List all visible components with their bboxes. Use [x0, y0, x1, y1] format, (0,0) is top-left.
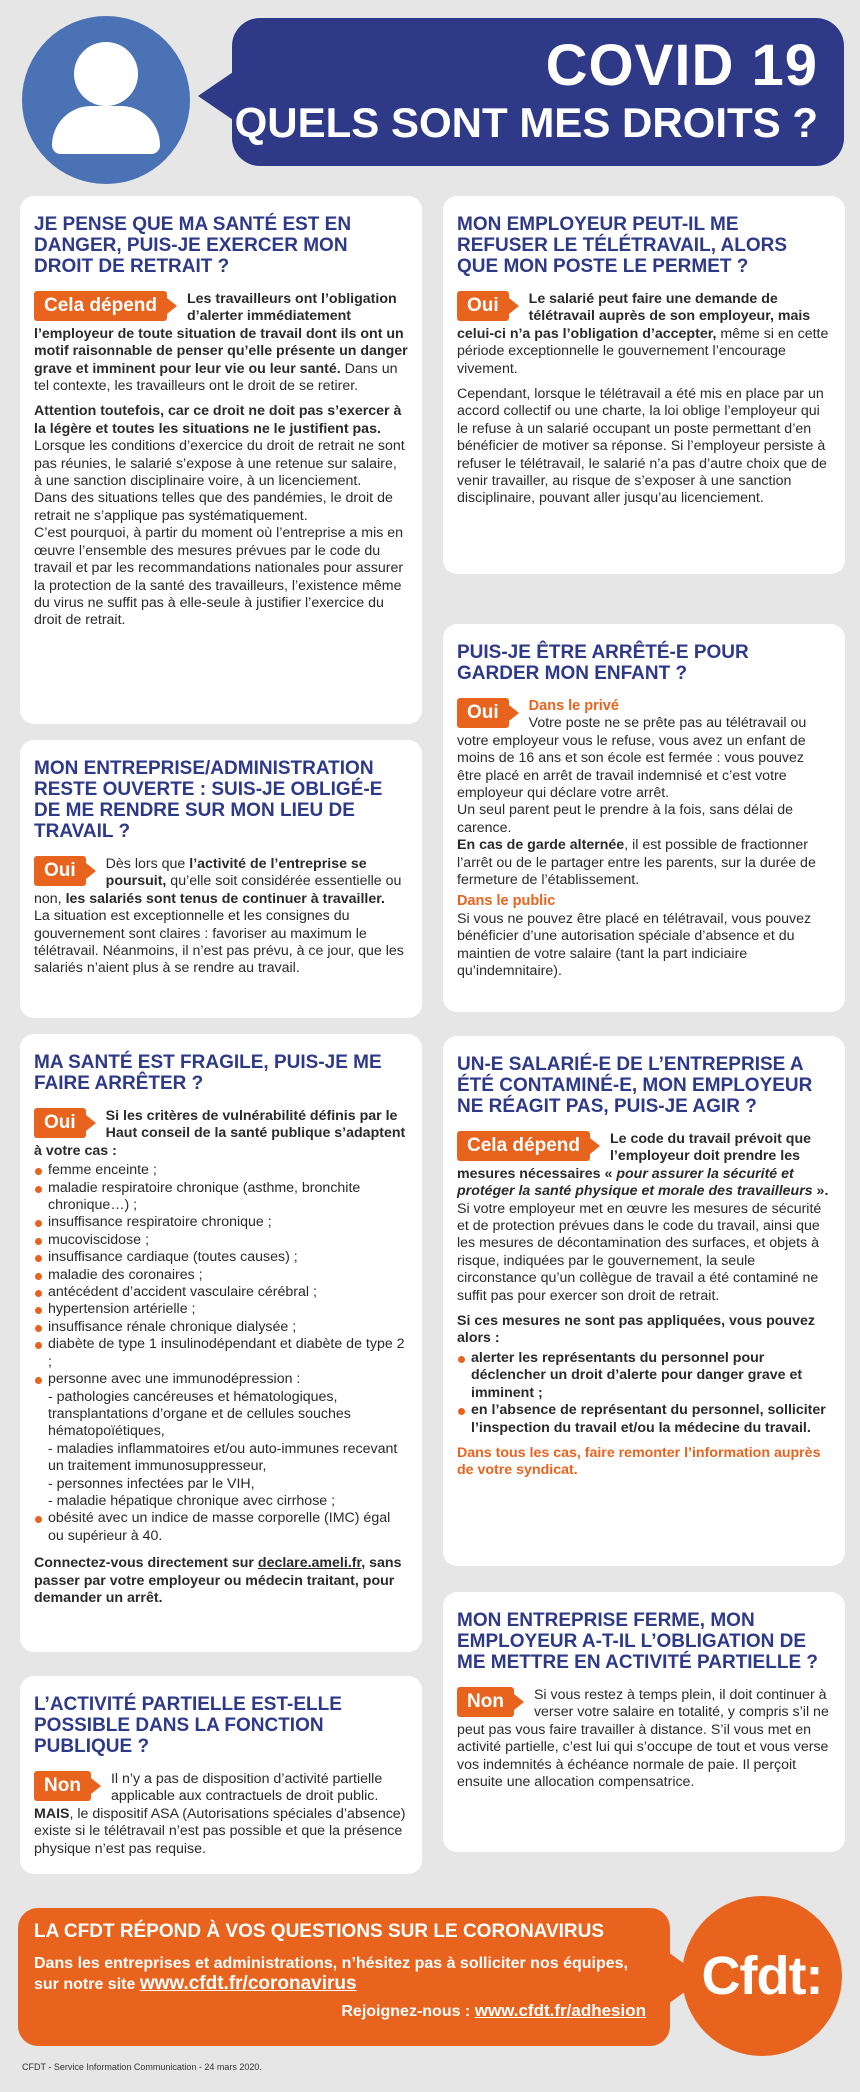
card-text: , sans passer par votre employeur ou médecin traitant, pour demander un arrêt. — [34, 1555, 402, 1606]
section-label: Dans le privé — [528, 698, 619, 714]
card-title: MA SANTÉ EST FRAGILE, PUIS-JE ME FAIRE ARRÊTER ? — [34, 1052, 382, 1094]
card-text: Si vous ne pouvez être placé en télétravail, vous pouvez bénéficier d’une autorisation spéciale d’absence et du maintien de votre salaire (tant la part indiciaire qu’indemnitaire). — [457, 910, 812, 980]
join-label: Rejoignez-nous : — [341, 2003, 471, 2020]
avatar-head — [74, 42, 138, 106]
card-text: même si en cette période exceptionnelle le gouvernement l’encourage vivement. — [457, 325, 829, 377]
status-badge: Oui — [34, 1108, 86, 1138]
card-text: Attention toutefois, car ce droit ne doit pas s’exercer à la légère et toutes les situations ne le justifient pas. — [34, 403, 402, 437]
card-text: Un seul parent peut le prendre à la fois, sans délai de carence. — [457, 802, 793, 836]
card-text: Il n’y a pas de disposition d’activité partielle applicable aux contractuels de droit public. — [110, 1771, 383, 1805]
adhesion-link[interactable]: www.cfdt.fr/adhesion — [474, 2001, 646, 2020]
card-title: MON EMPLOYEUR PEUT-IL ME REFUSER LE TÉLÉTRAVAIL, ALORS QUE MON POSTE LE PERMET ? — [457, 214, 788, 277]
list-item: alerter les représentants du personnel pour déclencher un droit d’alerte pour danger grave et imminent ; — [457, 1350, 831, 1402]
status-badge: Cela dépend — [457, 1131, 590, 1161]
card-text: , il est possible de fractionner l’arrêt ou de le partager entre les parents, sur la durée de fermeture de l’établissement. — [457, 837, 816, 889]
card-text: , le dispositif ASA (Autorisations spéciales d’absence) existe si le télétravail n’est pas possible et que la présence physique n’est pas requise. — [34, 1805, 406, 1857]
sub-item: - pathologies cancéreuses et hématologiques, transplantations d’organe et de cellules souches hématopoïétiques, — [48, 1388, 351, 1440]
list-item: insuffisance rénale chronique dialysée ; — [34, 1319, 408, 1336]
card-title: L’ACTIVITÉ PARTIELLE EST-ELLE POSSIBLE DANS LA FONCTION PUBLIQUE ? — [34, 1694, 342, 1757]
card-text: Les travailleurs ont l’obligation d’alerter immédiatement l’employeur de toute situation de travail dont ils ont un motif raisonnable de penser qu’elle présente un danger grave et imminent pour leur vie ou leur santé. — [34, 291, 408, 377]
credit-text: CFDT - Service Information Communication - 24 mars 2020. — [22, 2062, 262, 2072]
list-item: antécédent d’accident vasculaire cérébral ; — [34, 1284, 408, 1301]
card-teletravail — [443, 196, 845, 574]
card-text: Dans tous les cas, faire remonter l’information auprès de votre syndicat. — [457, 1444, 821, 1479]
card-text: Si votre employeur met en œuvre les mesures de sécurité et de protection prévues dans le code du travail, ainsi que les mesures de décontamination des surfaces, et objets à risque, indiquées par le gouvernement, la seule circonstance qu’un collègue de travail a été contaminé ne suffit pas pour exercer son droit de retrait. — [457, 1200, 822, 1304]
card-title: JE PENSE QUE MA SANTÉ EST EN DANGER, PUIS-JE EXERCER MON DROIT DE RETRAIT ? — [34, 214, 352, 277]
list-item: obésité avec un indice de masse corporelle (IMC) égal ou supérieur à 40. — [34, 1510, 408, 1545]
card-text: MAIS — [34, 1805, 70, 1822]
card-text: Votre poste ne se prête pas au télétravail ou votre employeur vous le refuse, vous avez un enfant de moins de 16 ans et son école est fermée : vous pouvez être placé en arrêt de travail indemnisé et c’est votre employeur qui déclare votre arrêt. — [457, 715, 807, 802]
list-item: mucoviscidose ; — [34, 1232, 408, 1249]
card-title: UN-E SALARIÉ-E DE L’ENTREPRISE A ÉTÉ CONTAMINÉ-E, MON EMPLOYEUR NE RÉAGIT PAS, PUIS-JE AGIR ? — [457, 1054, 813, 1117]
card-title: MON ENTREPRISE FERME, MON EMPLOYEUR A-T-IL L’OBLIGATION DE ME METTRE EN ACTIVITÉ PARTIELLE ? — [457, 1610, 818, 1673]
card-text: Le code du travail prévoit que l’employeur doit prendre les mesures nécessaires « — [457, 1131, 812, 1182]
list-item: insuffisance respiratoire chronique ; — [34, 1214, 408, 1231]
list-item: maladie des coronaires ; — [34, 1267, 408, 1284]
list-item: maladie respiratoire chronique (asthme, bronchite chronique…) ; — [34, 1180, 408, 1215]
ameli-link[interactable]: declare.ameli.fr — [257, 1555, 362, 1572]
card-entreprise-ferme — [443, 1592, 845, 1852]
card-sante-danger — [20, 196, 422, 724]
card-text: Si ces mesures ne sont pas appliquées, vous pouvez alors : — [457, 1313, 815, 1347]
user-avatar-icon — [22, 16, 190, 184]
card-text: les salariés sont tenus de continuer à travailler. — [65, 890, 385, 907]
card-text: l’activité de l’entreprise se poursuit, — [105, 856, 367, 890]
card-entreprise-ouverte — [20, 740, 422, 1018]
list-item: hypertension artérielle ; — [34, 1301, 408, 1318]
footer-text-body: Dans les entreprises et administrations, n’hésitez pas à solliciter nos équipes, sur notre site — [34, 1955, 628, 1993]
list-item: insuffisance cardiaque (toutes causes) ; — [34, 1249, 408, 1266]
join-line — [34, 2001, 654, 2021]
section-label: Dans le public — [457, 893, 556, 910]
card-text: C’est pourquoi, à partir du moment où l’entreprise a mis en œuvre l’ensemble des mesures prévues par le code du travail et par les recommandations nationales pour assurer la protection de la santé des travailleurs, l’existence même du virus ne suffit pas à elle-seule à justifier l’exercice du droit de retrait. — [34, 525, 404, 629]
sub-item: - maladies inflammatoires et/ou auto-immunes recevant un traitement immunosuppresseur, — [48, 1440, 398, 1475]
card-text: Dès lors que — [105, 856, 190, 872]
list-item-text: personne avec une immunodépression : — [48, 1371, 301, 1388]
list-item: diabète de type 1 insulinodépendant et diabète de type 2 ; — [34, 1336, 408, 1371]
sub-item: - personnes infectées par le VIH, — [48, 1475, 255, 1492]
card-text: ». — [812, 1183, 829, 1200]
card-text: En cas de garde alternée — [457, 837, 625, 854]
card-text: Dans des situations telles que des pandémies, le droit de retrait ne s’applique pas systématiquement. — [34, 490, 393, 524]
coronavirus-link[interactable]: www.cfdt.fr/coronavirus — [139, 1973, 357, 1994]
card-text: Si les critères de vulnérabilité définis par le Haut conseil de la santé publique s’adaptent à votre cas : — [34, 1108, 406, 1159]
status-badge: Cela dépend — [34, 291, 167, 321]
card-text: Dans un tel contexte, les travailleurs ont le droit de se retirer. — [34, 360, 398, 395]
avatar-body — [52, 106, 160, 154]
card-text: qu’elle soit considérée essentielle ou non, — [34, 873, 402, 907]
card-text: Lorsque les conditions d’exercice du droit de retrait ne sont pas réunies, le salarié s’expose à une retenue sur salaire, à une sanction disciplinaire voire, à un licenciement. — [34, 438, 405, 490]
status-badge: Oui — [457, 698, 509, 728]
card-sante-fragile — [20, 1034, 422, 1652]
status-badge: Oui — [34, 856, 86, 886]
page-subtitle: QUELS SONT MES DROITS ? — [234, 99, 818, 146]
card-text: Le salarié peut faire une demande de télétravail auprès de son employeur, mais celui-ci n’a pas l’obligation d’accepter, — [457, 291, 811, 342]
card-text: La situation est exceptionnelle et les consignes du gouvernement sont claires : favoriser au maximum le télétravail. Néanmoins, il n’est pas prévu, à ce jour, que les salariés n’aient plus à se rendre au travail. — [34, 908, 404, 977]
footer-banner — [18, 1908, 670, 2046]
card-title: MON ENTREPRISE/ADMINISTRATION RESTE OUVERTE : SUIS-JE OBLIGÉ-E DE ME RENDRE SUR MON LIEU DE TRAVAIL ? — [34, 758, 383, 842]
list-item: femme enceinte ; — [34, 1162, 408, 1179]
status-badge: Oui — [457, 291, 509, 321]
footer-text — [34, 1954, 654, 1995]
page-title: COVID 19 — [545, 33, 818, 98]
action-list — [457, 1350, 831, 1437]
card-text: Connectez-vous directement sur — [34, 1555, 258, 1572]
card-text: pour assurer la sécurité et protéger la santé physique et morale des travailleurs — [457, 1165, 813, 1200]
title-banner — [232, 18, 844, 166]
status-badge: Non — [34, 1771, 91, 1801]
list-item: en l’absence de représentant du personnel, solliciter l’inspection du travail et/ou la médecine du travail. — [457, 1402, 831, 1437]
footer-title: LA CFDT RÉPOND À VOS QUESTIONS SUR LE CORONAVIRUS — [34, 1921, 605, 1942]
sub-item: - maladie hépatique chronique avec cirrhose ; — [48, 1492, 336, 1509]
card-enfant — [443, 624, 845, 1012]
vulnerability-list — [34, 1162, 408, 1545]
card-title: PUIS-JE ÊTRE ARRÊTÉ-E POUR GARDER MON ENFANT ? — [457, 642, 749, 684]
card-contamine — [443, 1036, 845, 1566]
card-text: Cependant, lorsque le télétravail a été mis en place par un accord collectif ou une charte, la loi oblige l’employeur qui le refuse à un salarié occupant un poste permettant d’en bénéficier de motiver sa réponse. Si l’employeur persiste à refuser le télétravail, le salarié n’a pas d’autre choix que de venir travailler, au risque de s’exposer à une sanction disciplinaire, pouvant aller jusqu’au licenciement. — [457, 386, 827, 507]
card-text: Si vous restez à temps plein, il doit continuer à verser votre salaire en totalité, y compris s’il ne peut pas vous faire travailler à distance. S’il vous met en activité partielle, c’est lui qui s’occupe de tout et vous verse vos indemnités à échéance normale de paie. Il perçoit ensuite une allocation compensatrice. — [457, 1687, 829, 1791]
list-item — [34, 1371, 408, 1510]
card-activite-partielle-public — [20, 1676, 422, 1874]
cfdt-logo: Cfdt: — [682, 1896, 842, 2056]
status-badge: Non — [457, 1687, 514, 1717]
